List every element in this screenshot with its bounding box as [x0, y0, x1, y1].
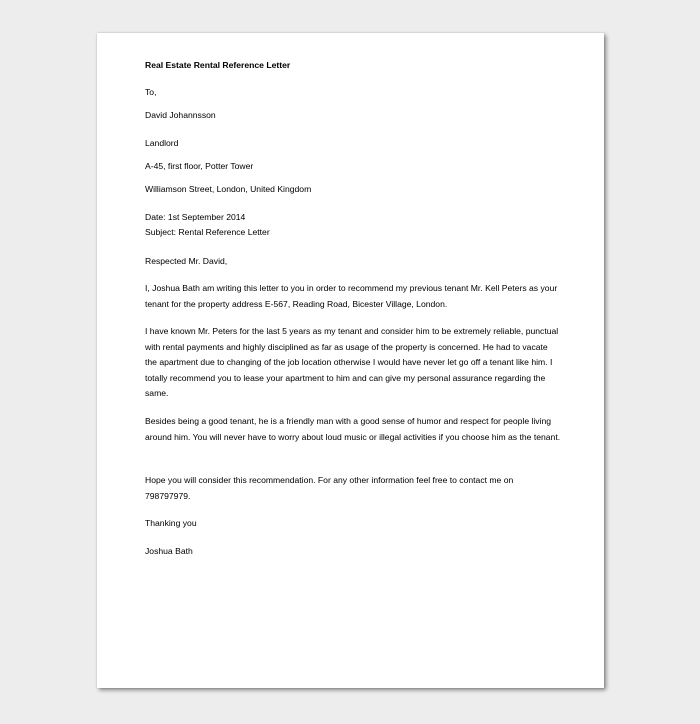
body-paragraph-4: Hope you will consider this recommendation. For any other information feel free to contact me on 798797979. — [145, 475, 514, 501]
letter-greeting: Respected Mr. David, — [145, 256, 228, 266]
letter-date: Date: 1st September 2014 — [145, 212, 246, 222]
address-line-1: A-45, first floor, Potter Tower — [145, 161, 254, 171]
body-paragraph-1: I, Joshua Bath am writing this letter to you in order to recommend my previous tenant Mr. Kell Peters as your tenant for the property address E-567, Reading Road, Bicester Village, London. — [145, 283, 558, 309]
recipient-role: Landlord — [145, 138, 179, 148]
letter-title: Real Estate Rental Reference Letter — [145, 60, 291, 70]
recipient-name: David Johannsson — [145, 110, 216, 120]
body-paragraph-3: Besides being a good tenant, he is a friendly man with a good sense of humor and respect for people living around him. You will never have to worry about loud music or illegal activities if you choose him as the tenant. — [145, 416, 561, 442]
body-paragraph-2: I have known Mr. Peters for the last 5 years as my tenant and consider him to be extremely reliable, punctual with rental payments and highly disciplined as far as usage of the property is concerned. He had to vacate the apartment due to changing of the job location otherwise I would have never let go off a tenant like him. I totally recommend you to lease your apartment to him and can give my personal assurance regarding the same. — [145, 326, 559, 399]
salutation-to: To, — [145, 87, 157, 97]
letter-signature: Joshua Bath — [145, 546, 193, 556]
letter-closing: Thanking you — [145, 518, 197, 528]
letter-subject: Subject: Rental Reference Letter — [145, 227, 270, 237]
address-line-2: Williamson Street, London, United Kingdom — [145, 184, 312, 194]
letter-page — [97, 33, 604, 688]
